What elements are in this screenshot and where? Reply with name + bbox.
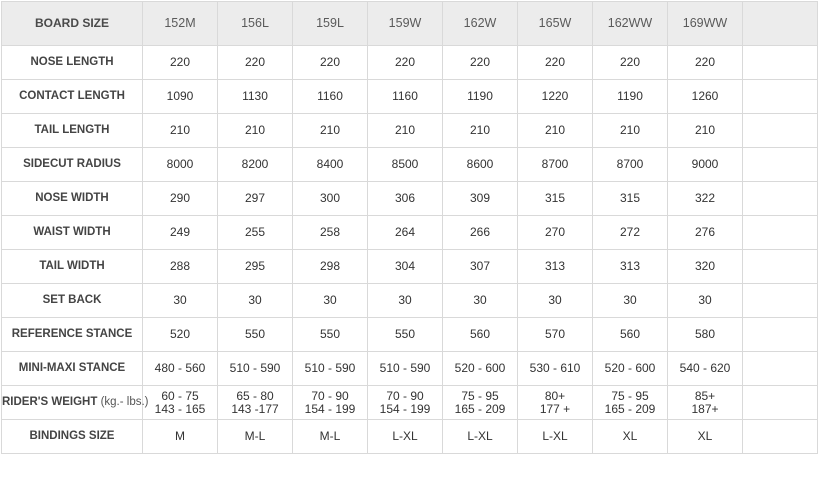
table-cell: 1220 <box>518 80 593 114</box>
table-cell <box>293 386 368 420</box>
empty-cell <box>743 114 818 148</box>
table-cell: 290 <box>143 182 218 216</box>
table-cell: 8700 <box>593 148 668 182</box>
weight-kg: 85+ <box>694 388 716 403</box>
table-cell: 520 - 600 <box>593 352 668 386</box>
table-cell: M <box>143 420 218 454</box>
table-cell: 8000 <box>143 148 218 182</box>
weight-lbs: 165 - 209 <box>454 401 506 416</box>
table-cell <box>143 386 218 420</box>
spec-body <box>2 46 818 454</box>
table-cell: 550 <box>293 318 368 352</box>
table-row <box>2 216 818 250</box>
empty-cell <box>743 80 818 114</box>
weight-lbs: 154 - 199 <box>379 401 431 416</box>
size-header: 165W <box>518 2 593 46</box>
table-row <box>2 284 818 318</box>
riders-weight-label: RIDER'S WEIGHT <box>2 396 98 408</box>
table-cell: 210 <box>143 114 218 148</box>
table-cell: 272 <box>593 216 668 250</box>
table-cell: 220 <box>443 46 518 80</box>
table-row <box>2 80 818 114</box>
table-cell: 570 <box>518 318 593 352</box>
table-cell: 255 <box>218 216 293 250</box>
table-cell: 8700 <box>518 148 593 182</box>
table-cell: 9000 <box>668 148 743 182</box>
table-cell: 220 <box>143 46 218 80</box>
table-cell: XL <box>668 420 743 454</box>
row-label: TAIL WIDTH <box>2 250 143 284</box>
table-cell: 249 <box>143 216 218 250</box>
weight-kg: 70 - 90 <box>386 388 424 403</box>
weight-lbs: 177 + <box>539 401 571 416</box>
weight-kg: 70 - 90 <box>311 388 349 403</box>
table-cell <box>593 386 668 420</box>
table-cell: 30 <box>518 284 593 318</box>
table-cell: 560 <box>593 318 668 352</box>
table-cell: 264 <box>368 216 443 250</box>
table-row <box>2 46 818 80</box>
table-cell: 550 <box>218 318 293 352</box>
table-cell: M-L <box>218 420 293 454</box>
table-cell: 210 <box>443 114 518 148</box>
table-row-riders-weight <box>2 386 818 420</box>
table-cell: 1160 <box>293 80 368 114</box>
table-cell: 320 <box>668 250 743 284</box>
table-cell: 8600 <box>443 148 518 182</box>
empty-cell <box>743 250 818 284</box>
table-cell: 210 <box>593 114 668 148</box>
empty-cell <box>743 216 818 250</box>
table-cell: 306 <box>368 182 443 216</box>
table-cell: 220 <box>593 46 668 80</box>
table-cell: L-XL <box>443 420 518 454</box>
table-cell: 315 <box>593 182 668 216</box>
table-row <box>2 114 818 148</box>
table-cell: L-XL <box>518 420 593 454</box>
table-cell: 210 <box>518 114 593 148</box>
table-row <box>2 182 818 216</box>
row-label: SET BACK <box>2 284 143 318</box>
size-header: 169WW <box>668 2 743 46</box>
table-cell: 220 <box>518 46 593 80</box>
table-cell: 270 <box>518 216 593 250</box>
weight-lbs: 187+ <box>691 401 719 416</box>
row-label: WAIST WIDTH <box>2 216 143 250</box>
table-cell: 540 - 620 <box>668 352 743 386</box>
table-cell: 510 - 590 <box>368 352 443 386</box>
table-cell: 1190 <box>443 80 518 114</box>
table-cell <box>218 386 293 420</box>
table-cell: 298 <box>293 250 368 284</box>
table-cell: 307 <box>443 250 518 284</box>
row-label <box>2 386 149 420</box>
size-header: 162W <box>443 2 518 46</box>
weight-kg: 60 - 75 <box>161 388 199 403</box>
table-cell: 258 <box>293 216 368 250</box>
table-row <box>2 318 818 352</box>
row-label: TAIL LENGTH <box>2 114 143 148</box>
row-label: SIDECUT RADIUS <box>2 148 143 182</box>
table-cell: 322 <box>668 182 743 216</box>
table-cell: 210 <box>668 114 743 148</box>
table-cell: 520 <box>143 318 218 352</box>
table-cell: M-L <box>293 420 368 454</box>
empty-cell <box>743 182 818 216</box>
empty-header-cell <box>743 2 818 46</box>
table-row <box>2 352 818 386</box>
table-row <box>2 148 818 182</box>
table-cell: 580 <box>668 318 743 352</box>
table-cell: 315 <box>518 182 593 216</box>
table-cell: 520 - 600 <box>443 352 518 386</box>
table-cell: 220 <box>668 46 743 80</box>
table-row-bindings-size <box>2 420 818 454</box>
empty-cell <box>743 318 818 352</box>
table-cell: 480 - 560 <box>143 352 218 386</box>
board-size-header: BOARD SIZE <box>2 2 143 46</box>
weight-kg: 75 - 95 <box>611 388 649 403</box>
table-cell: 300 <box>293 182 368 216</box>
size-header: 162WW <box>593 2 668 46</box>
table-cell: 550 <box>368 318 443 352</box>
table-cell: XL <box>593 420 668 454</box>
table-cell: 210 <box>218 114 293 148</box>
row-label: NOSE WIDTH <box>2 182 143 216</box>
row-label: REFERENCE STANCE <box>2 318 143 352</box>
table-cell: 210 <box>293 114 368 148</box>
table-cell: 530 - 610 <box>518 352 593 386</box>
table-cell: 309 <box>443 182 518 216</box>
table-cell: 1190 <box>593 80 668 114</box>
table-cell: 30 <box>143 284 218 318</box>
table-cell: 8200 <box>218 148 293 182</box>
empty-cell <box>743 148 818 182</box>
table-cell: 297 <box>218 182 293 216</box>
table-cell: 313 <box>518 250 593 284</box>
table-cell <box>518 386 593 420</box>
table-cell: 276 <box>668 216 743 250</box>
table-cell: 313 <box>593 250 668 284</box>
row-label: BINDINGS SIZE <box>2 420 143 454</box>
table-cell: 8400 <box>293 148 368 182</box>
table-row <box>2 250 818 284</box>
table-cell: 510 - 590 <box>218 352 293 386</box>
table-cell: 30 <box>593 284 668 318</box>
weight-lbs: 165 - 209 <box>604 401 656 416</box>
weight-lbs: 143 -177 <box>231 401 279 416</box>
size-header: 159L <box>293 2 368 46</box>
table-cell: 304 <box>368 250 443 284</box>
table-cell: 1260 <box>668 80 743 114</box>
empty-cell <box>743 352 818 386</box>
table-cell: 1090 <box>143 80 218 114</box>
table-cell: 220 <box>218 46 293 80</box>
table-cell: 30 <box>668 284 743 318</box>
weight-kg: 80+ <box>544 388 566 403</box>
table-cell: 1130 <box>218 80 293 114</box>
empty-cell <box>743 46 818 80</box>
row-label: CONTACT LENGTH <box>2 80 143 114</box>
table-cell <box>443 386 518 420</box>
weight-lbs: 154 - 199 <box>304 401 356 416</box>
table-cell: 30 <box>368 284 443 318</box>
table-cell: 210 <box>368 114 443 148</box>
table-cell <box>668 386 743 420</box>
empty-cell <box>743 386 818 420</box>
weight-lbs: 143 - 165 <box>154 401 206 416</box>
weight-kg: 65 - 80 <box>236 388 274 403</box>
header-row <box>2 2 818 46</box>
row-label: NOSE LENGTH <box>2 46 143 80</box>
table-cell: 510 - 590 <box>293 352 368 386</box>
weight-kg: 75 - 95 <box>461 388 499 403</box>
table-cell: 30 <box>218 284 293 318</box>
table-cell <box>368 386 443 420</box>
size-header: 152M <box>143 2 218 46</box>
table-cell: 295 <box>218 250 293 284</box>
specs-table <box>1 1 818 454</box>
row-label: MINI-MAXI STANCE <box>2 352 143 386</box>
empty-cell <box>743 284 818 318</box>
riders-weight-unit: (kg.- lbs.) <box>100 396 149 408</box>
table-cell: 220 <box>293 46 368 80</box>
table-cell: L-XL <box>368 420 443 454</box>
table-cell: 8500 <box>368 148 443 182</box>
table-cell: 266 <box>443 216 518 250</box>
table-cell: 1160 <box>368 80 443 114</box>
table-cell: 30 <box>293 284 368 318</box>
table-cell: 30 <box>443 284 518 318</box>
table-cell: 220 <box>368 46 443 80</box>
table-cell: 560 <box>443 318 518 352</box>
size-header: 159W <box>368 2 443 46</box>
empty-cell <box>743 420 818 454</box>
size-header: 156L <box>218 2 293 46</box>
table-cell: 288 <box>143 250 218 284</box>
